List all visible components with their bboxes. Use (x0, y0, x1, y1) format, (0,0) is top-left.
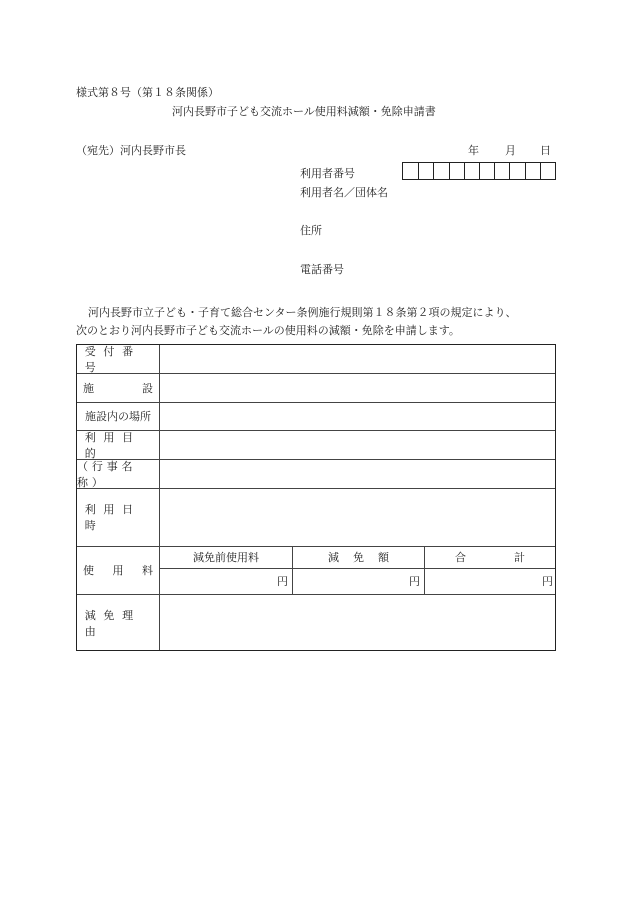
user-number-digit-box[interactable] (464, 163, 479, 179)
fee-label: 使 用 料 (83, 564, 153, 577)
date-day-label: 日 (540, 144, 551, 157)
document-title: 河内長野市子ども交流ホール使用料減額・免除申請書 (172, 105, 436, 118)
usage-datetime-field[interactable] (160, 488, 555, 546)
reduction-amount-yen: 円 (409, 575, 420, 588)
reason-field[interactable] (160, 594, 555, 652)
usage-datetime-label: 利用日時 (84, 503, 141, 532)
location-field[interactable] (160, 402, 555, 430)
user-number-digit-box[interactable] (525, 163, 540, 179)
receipt-number-label: 受付番号 (84, 345, 141, 374)
fee-before-yen: 円 (277, 575, 288, 588)
event-name-label: （行事名称） (77, 459, 137, 489)
total-yen: 円 (542, 575, 553, 588)
user-number-field[interactable] (402, 162, 556, 180)
user-number-digit-box[interactable] (494, 163, 509, 179)
user-number-digit-box[interactable] (509, 163, 524, 179)
addressee: （宛先）河内長野市長 (76, 144, 186, 157)
user-number-digit-box[interactable] (449, 163, 464, 179)
form-number: 様式第８号（第１８条関係） (76, 86, 219, 99)
purpose-label: 利用目的 (84, 430, 141, 460)
fee-before-header: 減免前使用料 (193, 551, 259, 564)
total-header: 合 計 (455, 551, 525, 564)
user-number-digit-box[interactable] (403, 163, 418, 179)
facility-field[interactable] (160, 373, 555, 402)
event-name-field[interactable] (160, 459, 555, 488)
user-number-digit-box[interactable] (433, 163, 448, 179)
user-number-digit-box[interactable] (479, 163, 494, 179)
user-number-label: 利用者番号 (300, 167, 355, 180)
phone-label: 電話番号 (300, 263, 344, 276)
user-number-digit-box[interactable] (418, 163, 433, 179)
intro-text-line-1: 河内長野市立子ども・子育て総合センター条例施行規則第１８条第２項の規定により、 (88, 306, 517, 319)
receipt-number-field[interactable] (160, 345, 555, 373)
facility-label: 施 設 (83, 381, 153, 395)
user-name-label: 利用者名／団体名 (300, 186, 388, 199)
intro-text-line-2: 次のとおり河内長野市子ども交流ホールの使用料の減額・免除を申請します。 (76, 324, 460, 337)
user-number-digit-box[interactable] (540, 163, 555, 179)
purpose-field[interactable] (160, 430, 555, 459)
date-month-label: 月 (505, 144, 516, 157)
date-year-label: 年 (468, 144, 479, 157)
location-label: 施設内の場所 (85, 410, 151, 423)
address-label: 住所 (300, 224, 322, 237)
application-table (76, 344, 556, 651)
reduction-amount-header: 減 免 額 (328, 551, 389, 564)
reason-label: 減免理由 (84, 609, 141, 638)
